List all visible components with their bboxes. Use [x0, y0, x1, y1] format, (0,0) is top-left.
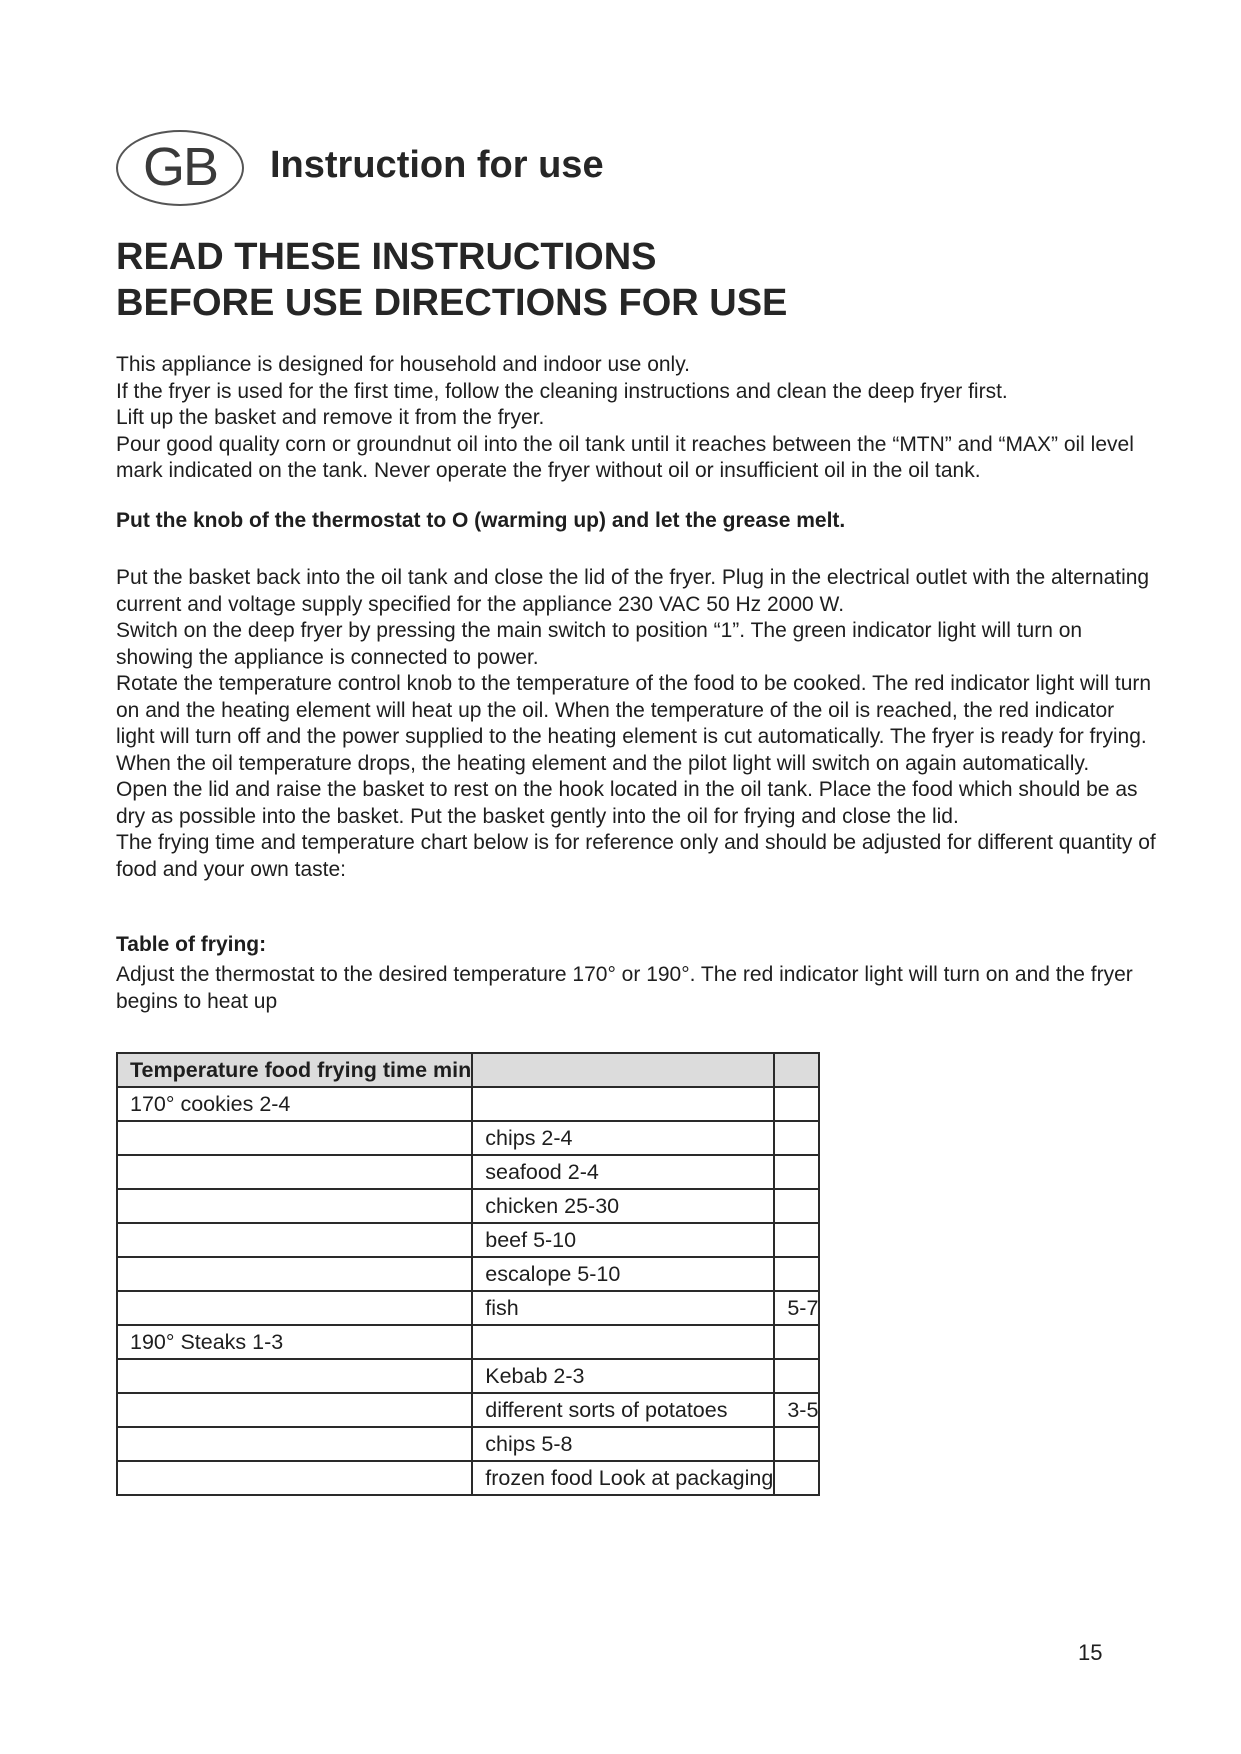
table-cell: frozen food Look at packaging	[472, 1461, 774, 1495]
instruction-steps	[116, 565, 1156, 883]
table-cell: chips 5-8	[472, 1427, 774, 1461]
table-cell	[774, 1155, 819, 1189]
table-row	[117, 1121, 819, 1155]
table-cell: 170° cookies 2-4	[117, 1087, 472, 1121]
table-cell	[117, 1291, 472, 1325]
table-cell	[117, 1189, 472, 1223]
table-cell	[774, 1461, 819, 1495]
table-cell	[774, 1325, 819, 1359]
table-cell: different sorts of potatoes	[472, 1393, 774, 1427]
table-cell	[774, 1359, 819, 1393]
intro-line: Lift up the basket and remove it from the fryer.	[116, 406, 545, 429]
table-cell	[472, 1325, 774, 1359]
table-cell	[472, 1087, 774, 1121]
table-row	[117, 1155, 819, 1189]
instruction-step: Switch on the deep fryer by pressing the main switch to position “1”. The green indicator light will turn on showing the appliance is connected to power.	[116, 619, 1083, 669]
table-header-cell	[774, 1053, 819, 1087]
table-row	[117, 1461, 819, 1495]
table-row	[117, 1257, 819, 1291]
table-cell	[117, 1223, 472, 1257]
table-cell: beef 5-10	[472, 1223, 774, 1257]
intro-paragraphs	[116, 352, 1156, 485]
gb-badge-label: GB	[142, 137, 218, 197]
table-header-cell: Temperature food frying time min	[117, 1053, 472, 1087]
thermostat-note: Put the knob of the thermostat to O (warming up) and let the grease melt.	[116, 509, 846, 532]
page-number: 15	[1078, 1640, 1103, 1665]
table-cell: chicken 25-30	[472, 1189, 774, 1223]
table-cell: fish	[472, 1291, 774, 1325]
table-row	[117, 1359, 819, 1393]
instruction-step: Open the lid and raise the basket to rest on the hook located in the oil tank. Place the food which should be as dry as possible into the basket. Put the basket gently into the oil for frying and close the lid.	[116, 778, 1138, 828]
main-heading-line-2: BEFORE USE DIRECTIONS FOR USE	[116, 282, 788, 324]
main-heading	[116, 234, 787, 326]
table-cell: 3-5	[774, 1393, 819, 1427]
table-cell	[117, 1257, 472, 1291]
table-cell: Kebab 2-3	[472, 1359, 774, 1393]
table-cell: 190° Steaks 1-3	[117, 1325, 472, 1359]
table-cell	[774, 1427, 819, 1461]
frying-table	[116, 1052, 820, 1496]
table-row	[117, 1291, 819, 1325]
intro-line: Pour good quality corn or groundnut oil into the oil tank until it reaches between the “MTN” and “MAX” oil level mark indicated on the tank. Never operate the fryer without oil or insufficient oil in the oil tank.	[116, 432, 1134, 482]
table-cell	[117, 1155, 472, 1189]
intro-line: If the fryer is used for the first time, follow the cleaning instructions and clean the deep fryer first.	[116, 379, 1008, 403]
table-cell	[774, 1257, 819, 1291]
main-heading-line-1: READ THESE INSTRUCTIONS	[116, 236, 657, 278]
gb-country-badge	[116, 130, 244, 206]
table-row	[117, 1223, 819, 1257]
instruction-step: Put the basket back into the oil tank and close the lid of the fryer. Plug in the electrical outlet with the alternating current and voltage supply specified for the appliance 230 VAC 50 Hz 2000 W.	[116, 566, 1150, 616]
table-cell: escalope 5-10	[472, 1257, 774, 1291]
table-cell: 5-7	[774, 1291, 819, 1325]
table-cell	[117, 1359, 472, 1393]
table-cell: chips 2-4	[472, 1121, 774, 1155]
table-cell	[774, 1087, 819, 1121]
table-cell	[774, 1223, 819, 1257]
frying-table-header-row	[117, 1053, 819, 1087]
intro-line: This appliance is designed for household and indoor use only.	[116, 353, 690, 376]
table-cell	[117, 1427, 472, 1461]
table-row	[117, 1325, 819, 1359]
table-cell: seafood 2-4	[472, 1155, 774, 1189]
table-row	[117, 1393, 819, 1427]
instruction-step: Rotate the temperature control knob to the temperature of the food to be cooked. The red indicator light will turn on and the heating element will heat up the oil. When the temperature of the oil is reached, the red indicator light will turn off and the power supplied to the heating element is cut automatically. The fryer is ready for frying. When the oil temperature drops, the heating element and the pilot light will switch on again automatically.	[116, 672, 1152, 775]
table-row	[117, 1427, 819, 1461]
table-cell	[117, 1121, 472, 1155]
table-cell	[774, 1189, 819, 1223]
table-cell	[774, 1121, 819, 1155]
table-header-cell	[472, 1053, 774, 1087]
instruction-step: The frying time and temperature chart below is for reference only and should be adjusted for different quantity of food and your own taste:	[116, 831, 1156, 881]
table-section-title: Table of frying:	[116, 933, 267, 956]
table-cell	[117, 1461, 472, 1495]
table-section-description: Adjust the thermostat to the desired temperature 170° or 190°. The red indicator light will turn on and the fryer begins to heat up	[116, 963, 1133, 1013]
table-row	[117, 1189, 819, 1223]
table-cell	[117, 1393, 472, 1427]
page-title: Instruction for use	[270, 144, 604, 186]
table-row	[117, 1087, 819, 1121]
